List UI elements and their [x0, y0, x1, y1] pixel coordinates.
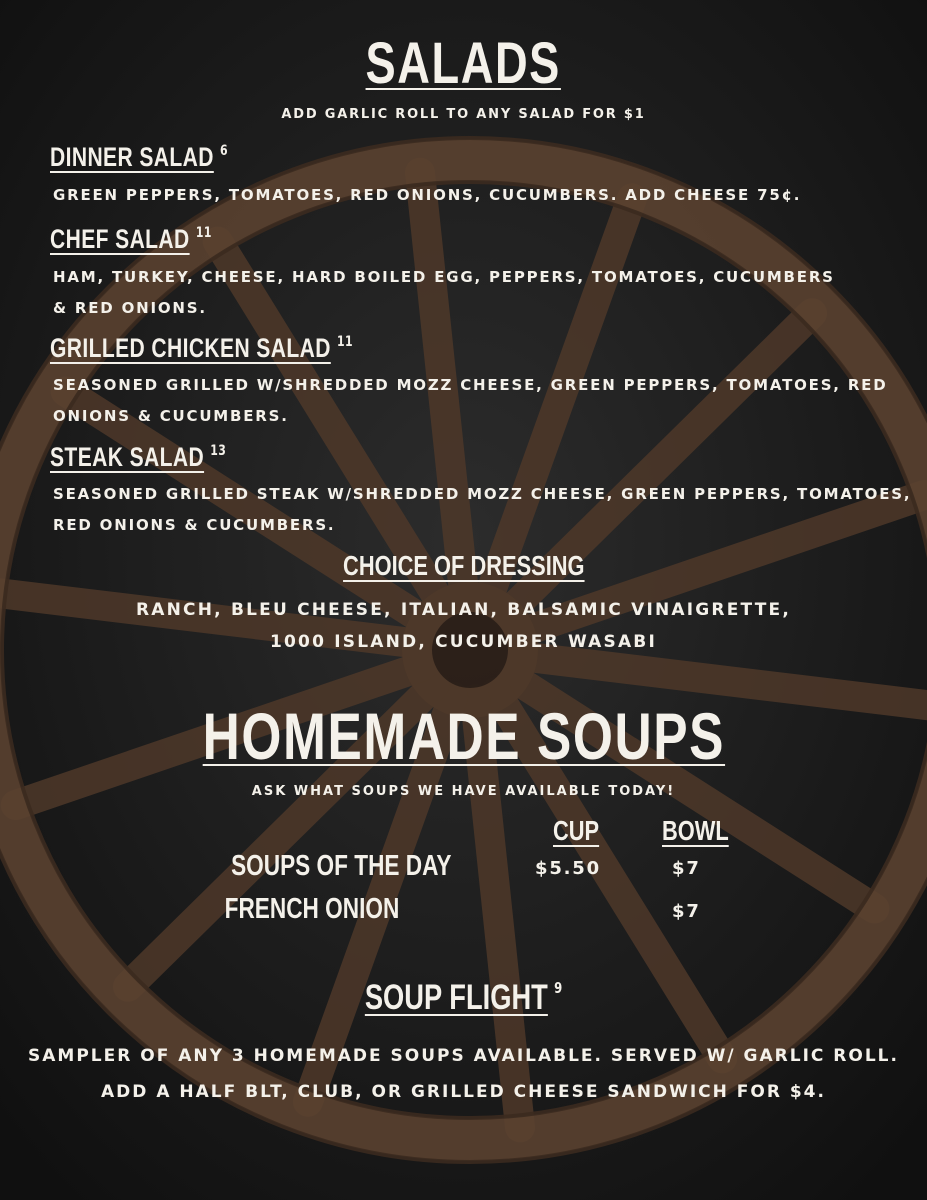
- menu-item-chef-salad: [50, 224, 257, 258]
- salads-heading: SALADS: [365, 31, 562, 96]
- dressing-list: RANCH, BLEU CHEESE, ITALIAN, BALSAMIC VINAIGRETTE, 1000 ISLAND, CUCUMBER WASABI: [135, 600, 791, 652]
- item-description: HAM, TURKEY, CHEESE, HARD BOILED EGG, PEPPERS, TOMATOES, CUCUMBERS & RED ONIONS.: [53, 268, 835, 317]
- soups-subheading: ASK WHAT SOUPS WE HAVE AVAILABLE TODAY!: [251, 784, 676, 799]
- soup-row: [0, 850, 927, 890]
- item-price: 13: [210, 443, 227, 459]
- cup-price: $5.50: [535, 858, 601, 879]
- soup-flight-description: SAMPLER OF ANY 3 HOMEMADE SOUPS AVAILABLE. SERVED W/ GARLIC ROLL. ADD A HALF BLT, CLUB, OR GRILLED CHEESE SANDWICH FOR $4.: [28, 1046, 899, 1102]
- soup-name: FRENCH ONION: [224, 893, 400, 925]
- soup-row: [0, 893, 927, 933]
- item-price: 9: [554, 979, 563, 997]
- item-price: 11: [337, 334, 354, 350]
- menu-item-dinner-salad: [50, 142, 278, 176]
- soups-heading: HOMEMADE SOUPS: [202, 699, 725, 773]
- bowl-column-header: BOWL: [662, 815, 729, 846]
- item-price: 11: [195, 225, 212, 241]
- soup-flight-heading: [0, 978, 927, 1018]
- item-description: GREEN PEPPERS, TOMATOES, RED ONIONS, CUCUMBERS. ADD CHEESE 75¢.: [53, 186, 802, 204]
- item-name: GRILLED CHICKEN SALAD: [50, 333, 331, 363]
- soup-name: SOUPS OF THE DAY: [231, 850, 452, 882]
- dressing-heading: CHOICE OF DRESSING: [342, 550, 585, 581]
- menu-item-steak-salad: [50, 442, 276, 476]
- item-name: CHEF SALAD: [50, 224, 190, 254]
- item-description: SEASONED GRILLED STEAK W/SHREDDED MOZZ CHEESE, GREEN PEPPERS, TOMATOES, RED ONIONS & CUCUMBERS.: [53, 485, 912, 534]
- item-description: SEASONED GRILLED W/SHREDDED MOZZ CHEESE, GREEN PEPPERS, TOMATOES, RED ONIONS & CUCUMBERS.: [53, 376, 888, 425]
- item-name: STEAK SALAD: [50, 442, 205, 472]
- salads-subheading: ADD GARLIC ROLL TO ANY SALAD FOR $1: [281, 107, 646, 122]
- bowl-price: $7: [672, 901, 701, 922]
- cup-column-header: CUP: [553, 815, 600, 846]
- item-price: 6: [220, 143, 229, 159]
- bowl-price: $7: [672, 858, 701, 879]
- menu-item-grilled-chicken-salad: [50, 333, 438, 367]
- item-name: DINNER SALAD: [50, 142, 214, 172]
- item-name: SOUP FLIGHT: [364, 978, 548, 1017]
